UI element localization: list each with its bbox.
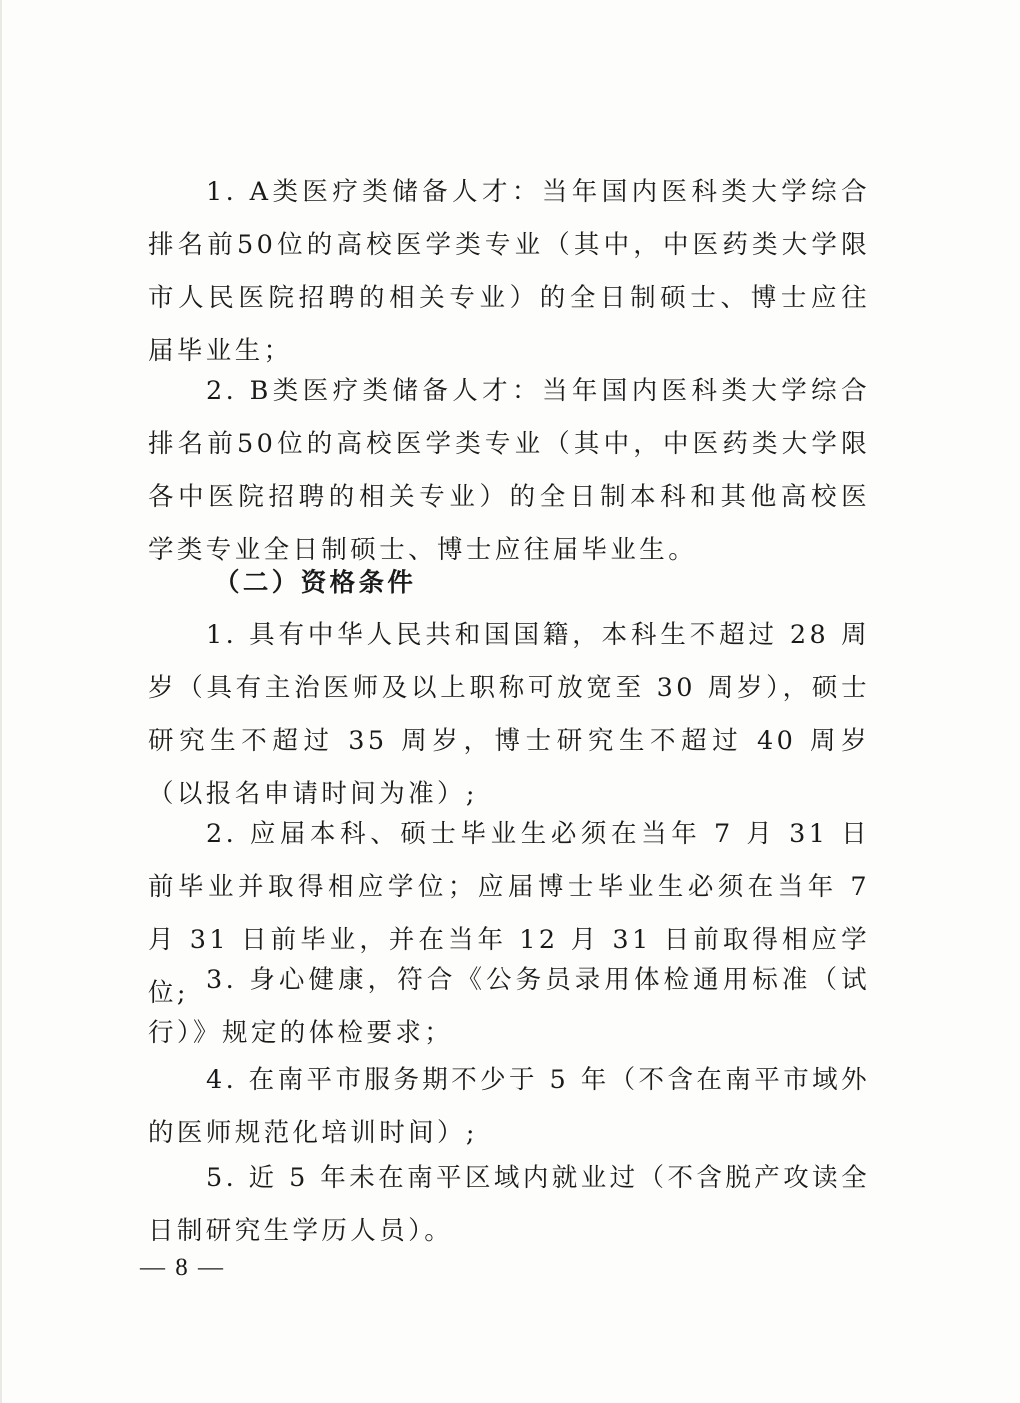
qualification-item-4: 4. 在南平市服务期不少于 5 年（不含在南平市域外的医师规范化培训时间）; bbox=[148, 1065, 870, 1148]
paragraph-category-b: 2. B类医疗类储备人才：当年国内医科类大学综合排名前50位的高校医学类专业（其中，中医药类大学限各中医院招聘的相关专业）的全日制本科和其他高校医学类专业全日制硕士、博士应往届毕业生。 bbox=[148, 376, 870, 565]
scan-edge-left bbox=[0, 0, 2, 1403]
qualification-item-1: 1. 具有中华人民共和国国籍，本科生不超过 28 周岁（具有主治医师及以上职称可放宽至 30 周岁），硕士研究生不超过 35 周岁，博士研究生不超过 40 周岁（以报名申请时间为准）; bbox=[148, 620, 870, 809]
page-number: — 8 — bbox=[140, 1254, 225, 1281]
paragraph-category-a: 1. A类医疗类储备人才：当年国内医科类大学综合排名前50位的高校医学类专业（其中，中医药类大学限市人民医院招聘的相关专业）的全日制硕士、博士应往届毕业生； bbox=[148, 177, 870, 366]
qualification-item-2: 2. 应届本科、硕士毕业生必须在当年 7 月 31 日前毕业并取得相应学位；应届博士毕业生必须在当年 7 月 31 日前毕业，并在当年 12 月 31 日前取得相应学位; bbox=[148, 819, 870, 1008]
qualification-item-3: 3. 身心健康，符合《公务员录用体检通用标准（试行）》规定的体检要求； bbox=[148, 965, 870, 1048]
section-heading-qualifications: （二）资格条件 bbox=[214, 568, 417, 598]
qualification-item-5: 5. 近 5 年未在南平区域内就业过（不含脱产攻读全日制研究生学历人员）。 bbox=[148, 1163, 870, 1246]
